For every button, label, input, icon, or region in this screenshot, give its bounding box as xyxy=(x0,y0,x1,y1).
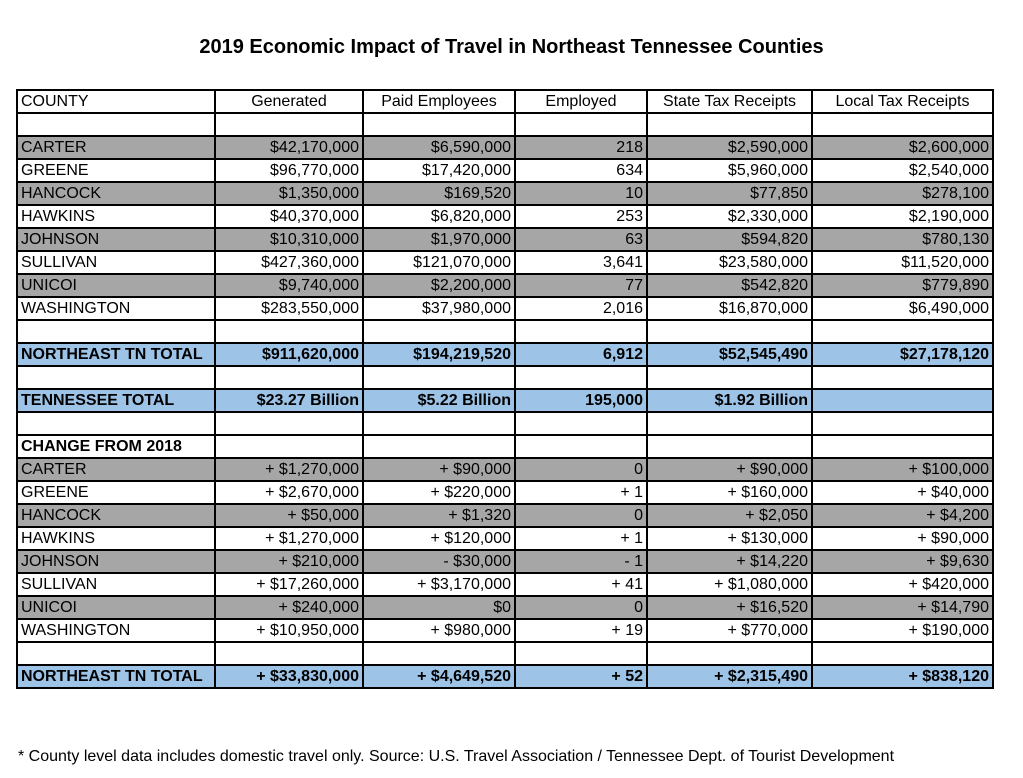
state-tax-cell: + $2,315,490 xyxy=(647,665,812,688)
generated-cell: + $50,000 xyxy=(215,504,363,527)
footnote: * County level data includes domestic travel only. Source: U.S. Travel Association / Tennessee Dept. of Tourist Development xyxy=(18,748,895,765)
paid-employees-cell: $169,520 xyxy=(363,182,515,205)
generated-cell: $9,740,000 xyxy=(215,274,363,297)
county-cell: NORTHEAST TN TOTAL xyxy=(17,343,215,366)
state-tax-cell: + $130,000 xyxy=(647,527,812,550)
county-cell: CARTER xyxy=(17,136,215,159)
col-header-state-tax: State Tax Receipts xyxy=(647,90,812,113)
state-tax-cell: $1.92 Billion xyxy=(647,389,812,412)
county-cell: HANCOCK xyxy=(17,182,215,205)
employed-cell: 253 xyxy=(515,205,647,228)
employed-cell: 10 xyxy=(515,182,647,205)
local-tax-cell: $27,178,120 xyxy=(812,343,993,366)
generated-cell xyxy=(215,412,363,435)
paid-employees-cell: + $1,320 xyxy=(363,504,515,527)
county-cell: WASHINGTON xyxy=(17,297,215,320)
local-tax-cell: $2,600,000 xyxy=(812,136,993,159)
generated-cell: + $1,270,000 xyxy=(215,527,363,550)
state-tax-cell: $52,545,490 xyxy=(647,343,812,366)
local-tax-cell xyxy=(812,113,993,136)
table-row xyxy=(17,550,993,573)
county-cell: UNICOI xyxy=(17,596,215,619)
employed-cell: + 52 xyxy=(515,665,647,688)
generated-cell: + $240,000 xyxy=(215,596,363,619)
county-cell: SULLIVAN xyxy=(17,573,215,596)
paid-employees-cell: $1,970,000 xyxy=(363,228,515,251)
generated-cell xyxy=(215,320,363,343)
state-tax-cell: $23,580,000 xyxy=(647,251,812,274)
generated-cell: $1,350,000 xyxy=(215,182,363,205)
state-tax-cell: $5,960,000 xyxy=(647,159,812,182)
local-tax-cell: $278,100 xyxy=(812,182,993,205)
generated-cell xyxy=(215,642,363,665)
table-row xyxy=(17,389,993,412)
col-header-local-tax: Local Tax Receipts xyxy=(812,90,993,113)
generated-cell: $427,360,000 xyxy=(215,251,363,274)
generated-cell: $96,770,000 xyxy=(215,159,363,182)
state-tax-cell xyxy=(647,642,812,665)
state-tax-cell xyxy=(647,320,812,343)
local-tax-cell: $779,890 xyxy=(812,274,993,297)
table-row xyxy=(17,527,993,550)
local-tax-cell: + $40,000 xyxy=(812,481,993,504)
table-row xyxy=(17,504,993,527)
generated-cell: + $33,830,000 xyxy=(215,665,363,688)
employed-cell xyxy=(515,435,647,458)
county-cell xyxy=(17,113,215,136)
paid-employees-cell xyxy=(363,113,515,136)
state-tax-cell xyxy=(647,366,812,389)
generated-cell: $40,370,000 xyxy=(215,205,363,228)
county-cell: JOHNSON xyxy=(17,228,215,251)
employed-cell: 63 xyxy=(515,228,647,251)
county-cell: HAWKINS xyxy=(17,205,215,228)
employed-cell: 195,000 xyxy=(515,389,647,412)
local-tax-cell: $780,130 xyxy=(812,228,993,251)
paid-employees-cell: $2,200,000 xyxy=(363,274,515,297)
generated-cell: $10,310,000 xyxy=(215,228,363,251)
generated-cell: $911,620,000 xyxy=(215,343,363,366)
local-tax-cell xyxy=(812,412,993,435)
local-tax-cell xyxy=(812,389,993,412)
local-tax-cell: + $14,790 xyxy=(812,596,993,619)
employed-cell xyxy=(515,366,647,389)
employed-cell: 0 xyxy=(515,458,647,481)
paid-employees-cell xyxy=(363,412,515,435)
table-body xyxy=(17,113,993,688)
employed-cell: + 19 xyxy=(515,619,647,642)
generated-cell xyxy=(215,113,363,136)
table-row xyxy=(17,481,993,504)
table-row xyxy=(17,343,993,366)
generated-cell: $42,170,000 xyxy=(215,136,363,159)
local-tax-cell: + $100,000 xyxy=(812,458,993,481)
economic-impact-table xyxy=(16,89,994,689)
county-cell: HANCOCK xyxy=(17,504,215,527)
generated-cell: + $2,670,000 xyxy=(215,481,363,504)
local-tax-cell: $6,490,000 xyxy=(812,297,993,320)
table-row xyxy=(17,182,993,205)
county-cell xyxy=(17,320,215,343)
generated-cell: + $17,260,000 xyxy=(215,573,363,596)
county-cell: CARTER xyxy=(17,458,215,481)
employed-cell: - 1 xyxy=(515,550,647,573)
table-row xyxy=(17,458,993,481)
paid-employees-cell: $6,590,000 xyxy=(363,136,515,159)
state-tax-cell: $2,330,000 xyxy=(647,205,812,228)
generated-cell: + $1,270,000 xyxy=(215,458,363,481)
blank-row xyxy=(17,412,993,435)
employed-cell xyxy=(515,412,647,435)
paid-employees-cell xyxy=(363,642,515,665)
employed-cell: + 1 xyxy=(515,527,647,550)
table-row xyxy=(17,205,993,228)
county-cell: WASHINGTON xyxy=(17,619,215,642)
paid-employees-cell: + $90,000 xyxy=(363,458,515,481)
county-cell: HAWKINS xyxy=(17,527,215,550)
paid-employees-cell: $17,420,000 xyxy=(363,159,515,182)
table-row xyxy=(17,665,993,688)
state-tax-cell xyxy=(647,412,812,435)
state-tax-cell: + $1,080,000 xyxy=(647,573,812,596)
county-cell: TENNESSEE TOTAL xyxy=(17,389,215,412)
local-tax-cell: + $838,120 xyxy=(812,665,993,688)
blank-row xyxy=(17,113,993,136)
employed-cell: 0 xyxy=(515,504,647,527)
paid-employees-cell: + $980,000 xyxy=(363,619,515,642)
generated-cell xyxy=(215,366,363,389)
local-tax-cell: $2,540,000 xyxy=(812,159,993,182)
generated-cell: + $10,950,000 xyxy=(215,619,363,642)
state-tax-cell: $2,590,000 xyxy=(647,136,812,159)
state-tax-cell xyxy=(647,113,812,136)
generated-cell xyxy=(215,435,363,458)
state-tax-cell: $16,870,000 xyxy=(647,297,812,320)
table-row xyxy=(17,251,993,274)
employed-cell xyxy=(515,642,647,665)
header-row xyxy=(17,90,993,113)
state-tax-cell: $542,820 xyxy=(647,274,812,297)
blank-row xyxy=(17,366,993,389)
county-cell: SULLIVAN xyxy=(17,251,215,274)
county-cell: UNICOI xyxy=(17,274,215,297)
state-tax-cell: + $90,000 xyxy=(647,458,812,481)
county-cell xyxy=(17,412,215,435)
employed-cell: + 1 xyxy=(515,481,647,504)
county-cell: CHANGE FROM 2018 xyxy=(17,435,215,458)
generated-cell: $283,550,000 xyxy=(215,297,363,320)
table-row xyxy=(17,274,993,297)
county-cell: GREENE xyxy=(17,159,215,182)
generated-cell: $23.27 Billion xyxy=(215,389,363,412)
local-tax-cell: + $190,000 xyxy=(812,619,993,642)
local-tax-cell: + $420,000 xyxy=(812,573,993,596)
paid-employees-cell: $121,070,000 xyxy=(363,251,515,274)
employed-cell: 218 xyxy=(515,136,647,159)
county-cell: JOHNSON xyxy=(17,550,215,573)
county-cell xyxy=(17,642,215,665)
employed-cell: + 41 xyxy=(515,573,647,596)
blank-row xyxy=(17,320,993,343)
employed-cell: 2,016 xyxy=(515,297,647,320)
table-row xyxy=(17,573,993,596)
local-tax-cell: $11,520,000 xyxy=(812,251,993,274)
page-title: 2019 Economic Impact of Travel in Northeast Tennessee Counties xyxy=(199,36,824,58)
paid-employees-cell: + $3,170,000 xyxy=(363,573,515,596)
col-header-generated: Generated xyxy=(215,90,363,113)
table-row xyxy=(17,619,993,642)
table-row xyxy=(17,297,993,320)
state-tax-cell: + $16,520 xyxy=(647,596,812,619)
local-tax-cell: $2,190,000 xyxy=(812,205,993,228)
county-cell: GREENE xyxy=(17,481,215,504)
local-tax-cell xyxy=(812,435,993,458)
state-tax-cell: $77,850 xyxy=(647,182,812,205)
local-tax-cell: + $90,000 xyxy=(812,527,993,550)
state-tax-cell: + $14,220 xyxy=(647,550,812,573)
employed-cell xyxy=(515,320,647,343)
col-header-paid-employees: Paid Employees xyxy=(363,90,515,113)
blank-row xyxy=(17,642,993,665)
local-tax-cell: + $9,630 xyxy=(812,550,993,573)
table-row xyxy=(17,435,993,458)
county-cell: NORTHEAST TN TOTAL xyxy=(17,665,215,688)
employed-cell xyxy=(515,113,647,136)
employed-cell: 3,641 xyxy=(515,251,647,274)
paid-employees-cell xyxy=(363,366,515,389)
local-tax-cell xyxy=(812,366,993,389)
table-row xyxy=(17,159,993,182)
county-cell xyxy=(17,366,215,389)
paid-employees-cell: + $120,000 xyxy=(363,527,515,550)
paid-employees-cell: $6,820,000 xyxy=(363,205,515,228)
generated-cell: + $210,000 xyxy=(215,550,363,573)
paid-employees-cell: + $4,649,520 xyxy=(363,665,515,688)
local-tax-cell xyxy=(812,642,993,665)
local-tax-cell: + $4,200 xyxy=(812,504,993,527)
paid-employees-cell xyxy=(363,320,515,343)
paid-employees-cell: + $220,000 xyxy=(363,481,515,504)
employed-cell: 0 xyxy=(515,596,647,619)
table-row xyxy=(17,228,993,251)
state-tax-cell: + $2,050 xyxy=(647,504,812,527)
employed-cell: 634 xyxy=(515,159,647,182)
paid-employees-cell: $194,219,520 xyxy=(363,343,515,366)
state-tax-cell xyxy=(647,435,812,458)
employed-cell: 6,912 xyxy=(515,343,647,366)
table-row xyxy=(17,136,993,159)
local-tax-cell xyxy=(812,320,993,343)
paid-employees-cell: $0 xyxy=(363,596,515,619)
table-row xyxy=(17,596,993,619)
state-tax-cell: + $770,000 xyxy=(647,619,812,642)
state-tax-cell: $594,820 xyxy=(647,228,812,251)
paid-employees-cell: - $30,000 xyxy=(363,550,515,573)
paid-employees-cell: $5.22 Billion xyxy=(363,389,515,412)
employed-cell: 77 xyxy=(515,274,647,297)
paid-employees-cell: $37,980,000 xyxy=(363,297,515,320)
col-header-employed: Employed xyxy=(515,90,647,113)
paid-employees-cell xyxy=(363,435,515,458)
col-header-county: COUNTY xyxy=(17,90,215,113)
state-tax-cell: + $160,000 xyxy=(647,481,812,504)
